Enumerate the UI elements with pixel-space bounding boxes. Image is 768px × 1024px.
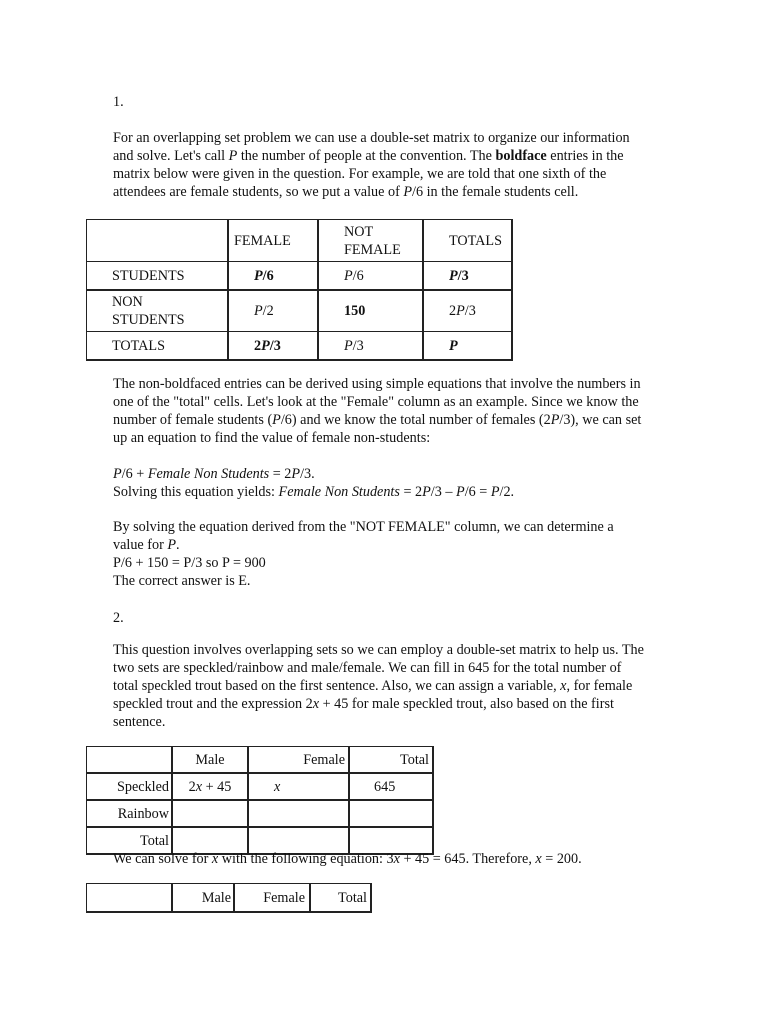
text-line: total speckled trout based on the first sentence. Also, we can assign a variable, x, for female	[113, 678, 633, 694]
table-header-row	[87, 884, 372, 913]
table-cell: P/6	[228, 262, 318, 291]
table-cell: 150	[318, 290, 423, 332]
text-line: one of the "total" cells. Let's look at the "Female" column as an example. Since we know the	[113, 394, 639, 410]
table-header-total: Total	[349, 747, 433, 774]
table-header-row	[87, 220, 513, 262]
text-line: value for P.	[113, 537, 180, 553]
answer-line: The correct answer is E.	[113, 573, 251, 589]
table-header-not-female: NOT FEMALE	[318, 220, 423, 262]
table-cell: P/3	[318, 332, 423, 361]
table-header-female: FEMALE	[228, 220, 318, 262]
table-cell: x	[248, 773, 349, 800]
table-header-female: Female	[234, 884, 310, 913]
text-line: sentence.	[113, 714, 166, 730]
table-row	[87, 800, 434, 827]
table-cell: P/6	[318, 262, 423, 291]
row-label-speckled: Speckled	[87, 773, 173, 800]
trout-matrix-table-2	[86, 883, 372, 913]
table-cell: P	[423, 332, 512, 361]
text-line: By solving the equation derived from the "NOT FEMALE" column, we can determine a	[113, 519, 614, 535]
question-1-equations	[113, 465, 673, 501]
question-1-explanation	[113, 375, 673, 447]
question-1-solution	[113, 518, 673, 590]
table-cell	[248, 800, 349, 827]
table-cell: P/3	[423, 262, 512, 291]
table-cell	[349, 800, 433, 827]
table-row	[87, 332, 513, 361]
text-line: We can solve for x with the following equation: 3x + 45 = 645. Therefore, x = 200.	[113, 851, 582, 867]
table-header-male: Male	[172, 747, 248, 774]
text-line: two sets are speckled/rainbow and male/female. We can fill in 645 for the total number of	[113, 660, 622, 676]
table-cell: 2P/3	[423, 290, 512, 332]
convention-matrix-table	[86, 219, 513, 361]
text-line: The non-boldfaced entries can be derived using simple equations that involve the numbers in	[113, 376, 641, 392]
table-cell	[172, 800, 248, 827]
text-line: matrix below were given in the question. For example, we are told that one sixth of the	[113, 166, 607, 182]
table-cell	[87, 220, 229, 262]
table-header-female: Female	[248, 747, 349, 774]
trout-matrix-table	[86, 746, 434, 855]
table-cell: 2x + 45	[172, 773, 248, 800]
table-cell: 645	[349, 773, 433, 800]
table-cell	[87, 747, 173, 774]
equation-line: P/6 + Female Non Students = 2P/3.	[113, 466, 315, 482]
question-2-solution	[113, 850, 673, 868]
question-2-intro	[113, 641, 673, 731]
row-label-totals: TOTALS	[87, 332, 229, 361]
row-label-rainbow: Rainbow	[87, 800, 173, 827]
text-line: attendees are female students, so we put a value of P/6 in the female students cell.	[113, 184, 579, 200]
question-1-intro	[113, 129, 673, 201]
row-label-students: STUDENTS	[87, 262, 229, 291]
table-header-totals: TOTALS	[423, 220, 512, 262]
text-line: P/6 + 150 = P/3 so P = 900	[113, 555, 266, 571]
question-2-number: 2.	[113, 610, 124, 626]
text-line: number of female students (P/6) and we know the total number of females (2P/3), we can set	[113, 412, 642, 428]
equation-line: Solving this equation yields: Female Non Students = 2P/3 – P/6 = P/2.	[113, 484, 515, 500]
table-cell: 2P/3	[228, 332, 318, 361]
table-header-male: Male	[172, 884, 234, 913]
table-row	[87, 773, 434, 800]
row-label-non-students: NON STUDENTS	[87, 290, 229, 332]
text-line: For an overlapping set problem we can use a double-set matrix to organize our information	[113, 130, 630, 146]
text-line: up an equation to find the value of female non-students:	[113, 430, 431, 446]
row-label-total: Total	[87, 827, 173, 854]
text-line: speckled trout and the expression 2x + 45 for male speckled trout, also based on the first	[113, 696, 614, 712]
question-1-number: 1.	[113, 94, 124, 110]
table-cell	[87, 884, 173, 913]
table-cell: P/2	[228, 290, 318, 332]
text-line: and solve. Let's call P the number of people at the convention. The boldface entries in the	[113, 148, 624, 164]
text-line: This question involves overlapping sets so we can employ a double-set matrix to help us. The	[113, 642, 644, 658]
table-row	[87, 290, 513, 332]
table-header-row	[87, 747, 434, 774]
table-header-total: Total	[310, 884, 371, 913]
table-row	[87, 262, 513, 291]
